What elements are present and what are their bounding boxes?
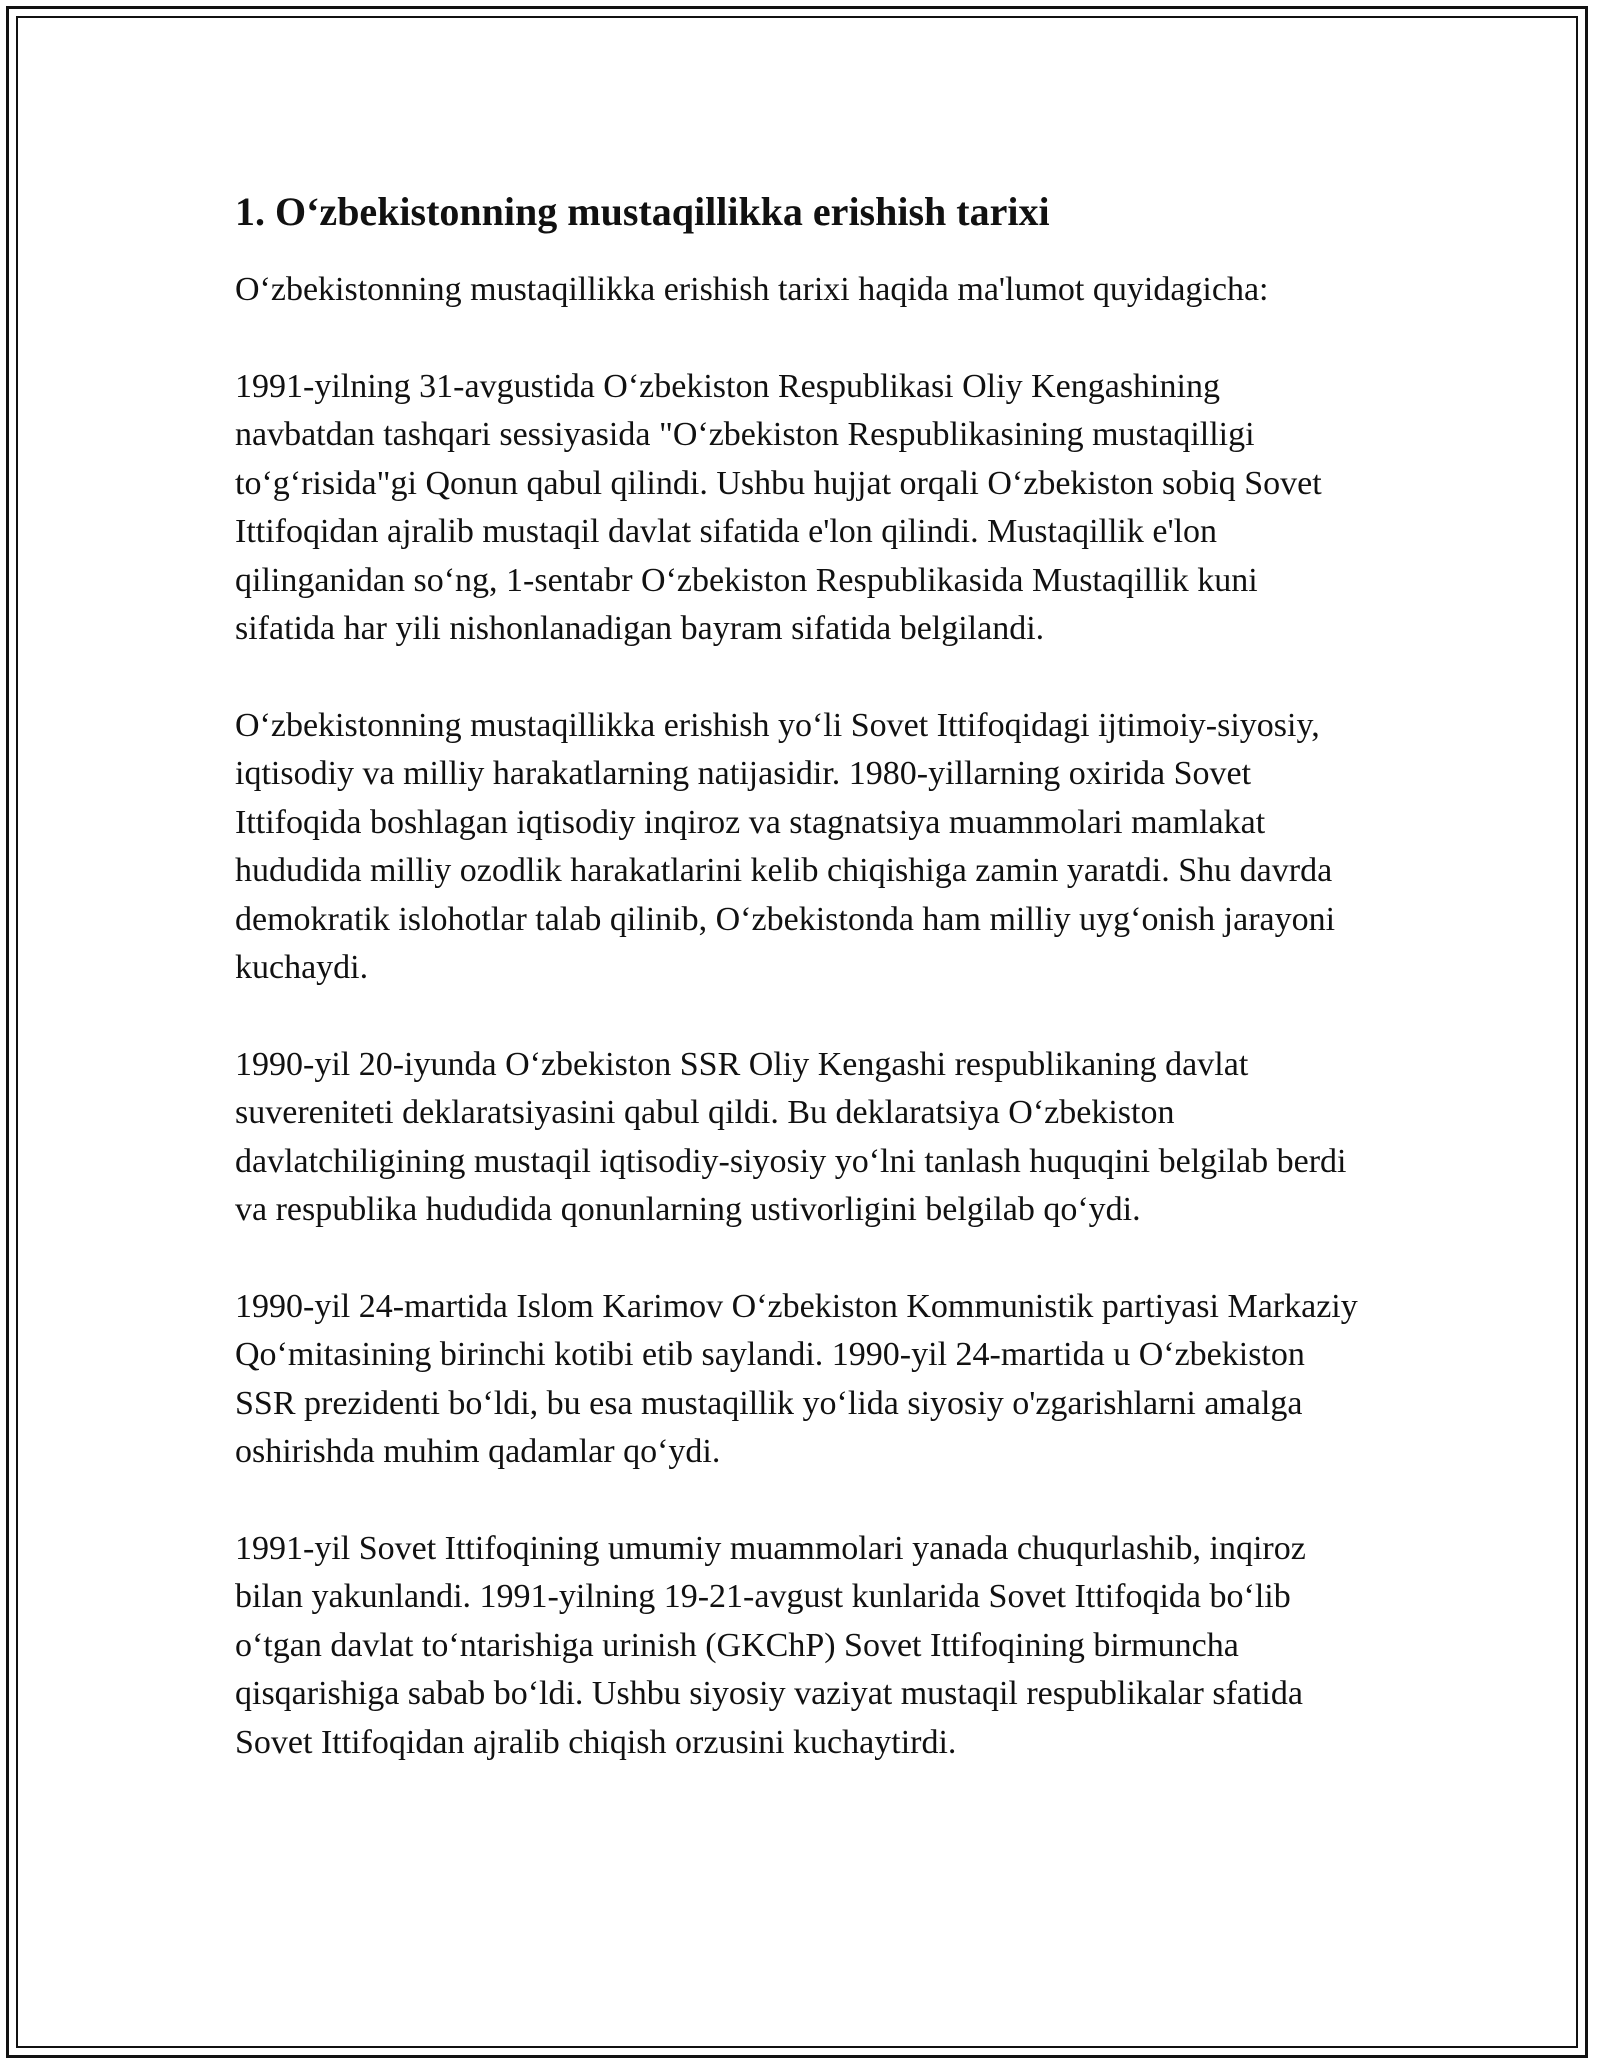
paragraph-sovereignty-declaration: 1990-yil 20-iyunda O‘zbekiston SSR Oliy Kengashi respublikaning davlat suvereniteti deklaratsiyasini qabul qildi. Bu deklaratsiya O‘zbekiston davlatchiligining mustaqil iqtisodiy-siyosiy yo‘lni tanlash huquqini belgilab berdi va respublika hududida qonunlarning ustivorligini belgilab qo‘ydi. — [235, 1045, 1347, 1228]
section-heading: 1. O‘zbekistonning mustaqillikka erishish tarixi — [235, 189, 1050, 234]
paragraph-soviet-collapse: 1991-yil Sovet Ittifoqining umumiy muammolari yanada chuqurlashib, inqiroz bilan yakunlandi. 1991-yilning 19-21-avgust kunlarida Sovet Ittifoqida bo‘lib o‘tgan davlat to‘ntarishiga urinish (GKChP) Sovet Ittifoqining birmuncha qisqarishiga sabab bo‘ldi. Ushbu siyosiy vaziyat mustaqil respublikalar sfatida Sovet Ittifoqidan ajralib chiqish orzusini kuchaytirdi. — [235, 1529, 1306, 1761]
intro-paragraph: O‘zbekistonning mustaqillikka erishish tarixi haqida ma'lumot quyidagicha: — [235, 271, 1269, 308]
paragraph-karimov-election: 1990-yil 24-martida Islom Karimov O‘zbekiston Kommunistik partiyasi Markaziy Qo‘mitasining birinchi kotibi etib saylandi. 1990-yil 24-martida u O‘zbekiston SSR prezidenti bo‘ldi, bu esa mustaqillik yo‘lida siyosiy o'zgarishlarni amalga oshirishda muhim qadamlar qo‘ydi. — [235, 1287, 1358, 1470]
paragraph-path-to-independence: O‘zbekistonning mustaqillikka erishish yo‘li Sovet Ittifoqidagi ijtimoiy-siyosiy, iqtisodiy va milliy harakatlarning natijasidir. 1980-yillarning oxirida Sovet Ittifoqida boshlagan iqtisodiy inqiroz va stagnatsiya muammolari mamlakat hududida milliy ozodlik harakatlarini kelib chiqishiga zamin yaratdi. Shu davrda demokratik islohotlar talab qilinib, O‘zbekistonda ham milliy uyg‘onish jarayoni kuchaydi. — [235, 706, 1336, 986]
paragraph-independence-declaration: 1991-yilning 31-avgustida O‘zbekiston Respublikasi Oliy Kengashining navbatdan tashqari sessiyasida "O‘zbekiston Respublikasining mustaqilligi to‘g‘risida"gi Qonun qabul qilindi. Ushbu hujjat orqali O‘zbekiston sobiq Sovet Ittifoqidan ajralib mustaqil davlat sifatida e'lon qilindi. Mustaqillik e'lon qilinganidan so‘ng, 1-sentabr O‘zbekiston Respublikasida Mustaqillik kuni sifatida har yili nishonlanadigan bayram sifatida belgilandi. — [235, 367, 1322, 647]
document-body — [235, 186, 1365, 1815]
